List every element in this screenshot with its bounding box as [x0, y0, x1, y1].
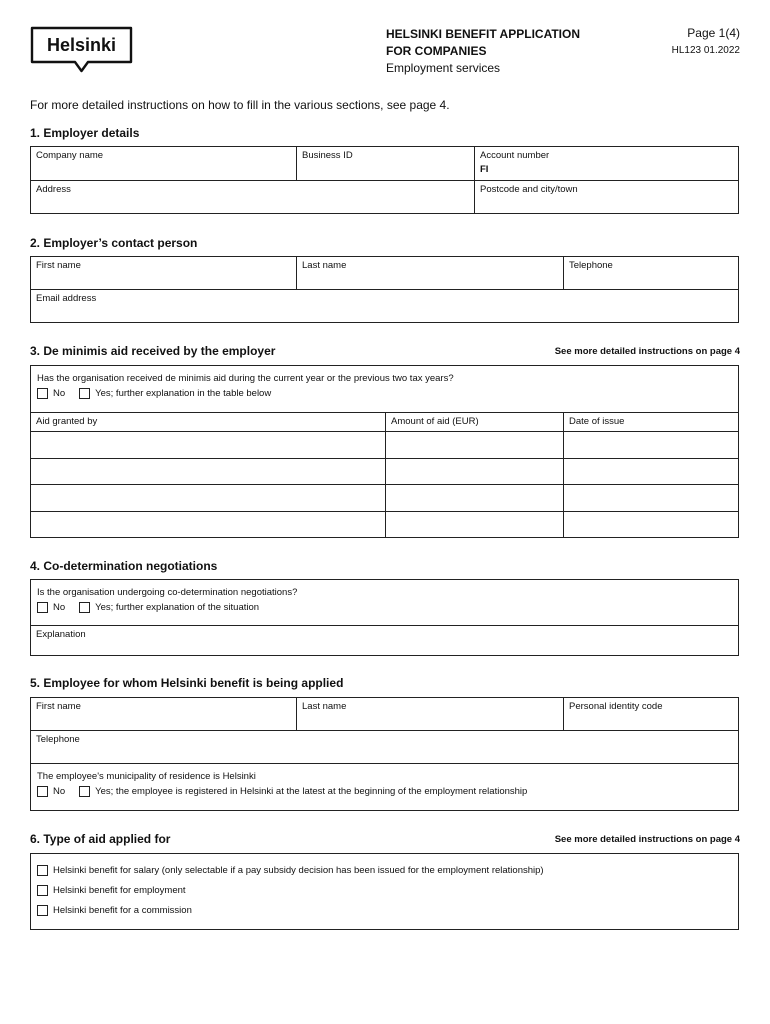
aid-employment-label: Helsinki benefit for employment: [53, 885, 186, 896]
form-subtitle: Employment services: [386, 61, 501, 75]
aid-granted-by-cell[interactable]: [31, 485, 386, 511]
employee-telephone-label: Telephone: [36, 734, 80, 745]
de-minimis-question: Has the organisation received de minimis aid during the current year or the previous two tax years?: [37, 373, 454, 384]
date-of-issue-cell[interactable]: [564, 459, 738, 485]
contact-email-label: Email address: [36, 293, 97, 304]
section-2-title: 2. Employer’s contact person: [30, 236, 198, 250]
table-row: [31, 485, 738, 512]
contact-telephone-label: Telephone: [569, 260, 613, 271]
company-name-field[interactable]: [31, 147, 297, 180]
form-title: [386, 26, 580, 60]
explanation-field[interactable]: [31, 626, 738, 655]
contact-telephone-field[interactable]: [564, 257, 738, 289]
employee-last-name-field[interactable]: [297, 698, 564, 730]
amount-of-aid-cell[interactable]: [386, 512, 564, 539]
personal-identity-code-field[interactable]: [564, 698, 738, 730]
municipality-no-label: No: [53, 786, 66, 797]
aid-salary-checkbox[interactable]: [37, 865, 48, 876]
form-title-line1: HELSINKI BENEFIT APPLICATION: [386, 27, 581, 41]
aid-commission-checkbox[interactable]: [37, 905, 48, 916]
account-number-field[interactable]: [475, 147, 738, 180]
co-determination-no-checkbox[interactable]: [37, 602, 48, 613]
amount-of-aid-cell[interactable]: [386, 432, 564, 458]
postcode-label: Postcode and city/town: [480, 184, 578, 195]
aid-granted-by-cell[interactable]: [31, 432, 386, 458]
co-determination-box: [30, 579, 739, 656]
page-number: Page 1(4): [687, 26, 740, 40]
de-minimis-box: [30, 365, 739, 538]
table-row: [31, 512, 738, 539]
aid-granted-by-cell[interactable]: [31, 512, 386, 539]
employer-details-box: [30, 146, 739, 214]
co-determination-yes-label: Yes; further explanation of the situation: [95, 602, 260, 613]
aid-table-header: [31, 413, 738, 432]
aid-employment-checkbox[interactable]: [37, 885, 48, 896]
company-name-label: Company name: [36, 150, 104, 161]
de-minimis-yes-checkbox[interactable]: [79, 388, 90, 399]
employee-box: [30, 697, 739, 811]
co-determination-yes-checkbox[interactable]: [79, 602, 90, 613]
personal-identity-code-label: Personal identity code: [569, 701, 663, 712]
contact-last-name-field[interactable]: [297, 257, 564, 289]
business-id-label: Business ID: [302, 150, 353, 161]
aid-salary-label: Helsinki benefit for salary (only selectable if a pay subsidy decision has been issued for the employment relationship): [53, 865, 544, 876]
municipality-no-checkbox[interactable]: [37, 786, 48, 797]
logo-text: Helsinki: [46, 35, 117, 55]
section-6-note: See more detailed instructions on page 4: [554, 834, 740, 845]
account-number-label: Account number: [480, 150, 550, 161]
business-id-field[interactable]: [297, 147, 475, 180]
de-minimis-no-checkbox[interactable]: [37, 388, 48, 399]
amount-of-aid-cell[interactable]: [386, 459, 564, 485]
de-minimis-yes-label: Yes; further explanation in the table below: [95, 388, 272, 399]
section-3-title: 3. De minimis aid received by the employer: [30, 344, 276, 358]
address-field[interactable]: [31, 181, 475, 213]
contact-email-field[interactable]: [31, 290, 738, 322]
co-determination-no-label: No: [53, 602, 66, 613]
explanation-label: Explanation: [36, 629, 86, 640]
section-1-title: 1. Employer details: [30, 126, 140, 140]
contact-first-name-label: First name: [36, 260, 81, 271]
municipality-yes-checkbox[interactable]: [79, 786, 90, 797]
de-minimis-no-label: No: [53, 388, 66, 399]
address-label: Address: [36, 184, 71, 195]
contact-first-name-field[interactable]: [31, 257, 297, 289]
contact-person-box: [30, 256, 739, 323]
col-date-of-issue: Date of issue: [569, 416, 625, 427]
col-amount-of-aid: Amount of aid (EUR): [386, 413, 564, 431]
table-row: [31, 432, 738, 459]
date-of-issue-cell[interactable]: [564, 485, 738, 511]
section-5-title: 5. Employee for whom Helsinki benefit is being applied: [30, 676, 344, 690]
employee-telephone-field[interactable]: [31, 731, 738, 763]
contact-last-name-label: Last name: [302, 260, 347, 271]
form-code: HL123 01.2022: [671, 45, 740, 56]
account-prefix: FI: [480, 164, 489, 175]
aid-commission-label: Helsinki benefit for a commission: [53, 905, 192, 916]
postcode-field[interactable]: [475, 181, 738, 213]
municipality-yes-label: Yes; the employee is registered in Helsinki at the latest at the beginning of the employment relationship: [95, 786, 528, 797]
helsinki-logo: [30, 26, 133, 73]
municipality-question: The employee's municipality of residence is Helsinki: [37, 771, 256, 782]
col-aid-granted-by: Aid granted by: [31, 413, 386, 431]
intro-text: For more detailed instructions on how to fill in the various sections, see page 4.: [30, 98, 450, 112]
date-of-issue-cell[interactable]: [564, 432, 738, 458]
employee-last-name-label: Last name: [302, 701, 347, 712]
section-4-title: 4. Co-determination negotiations: [30, 559, 218, 573]
table-row: [31, 459, 738, 486]
employee-first-name-label: First name: [36, 701, 81, 712]
date-of-issue-cell[interactable]: [564, 512, 738, 539]
co-determination-question: Is the organisation undergoing co-determination negotiations?: [37, 587, 298, 598]
aid-type-box: [30, 853, 739, 930]
section-3-note: See more detailed instructions on page 4: [554, 346, 740, 357]
employee-first-name-field[interactable]: [31, 698, 297, 730]
form-title-line2: FOR COMPANIES: [386, 44, 487, 58]
aid-granted-by-cell[interactable]: [31, 459, 386, 485]
amount-of-aid-cell[interactable]: [386, 485, 564, 511]
section-6-title: 6. Type of aid applied for: [30, 832, 171, 846]
